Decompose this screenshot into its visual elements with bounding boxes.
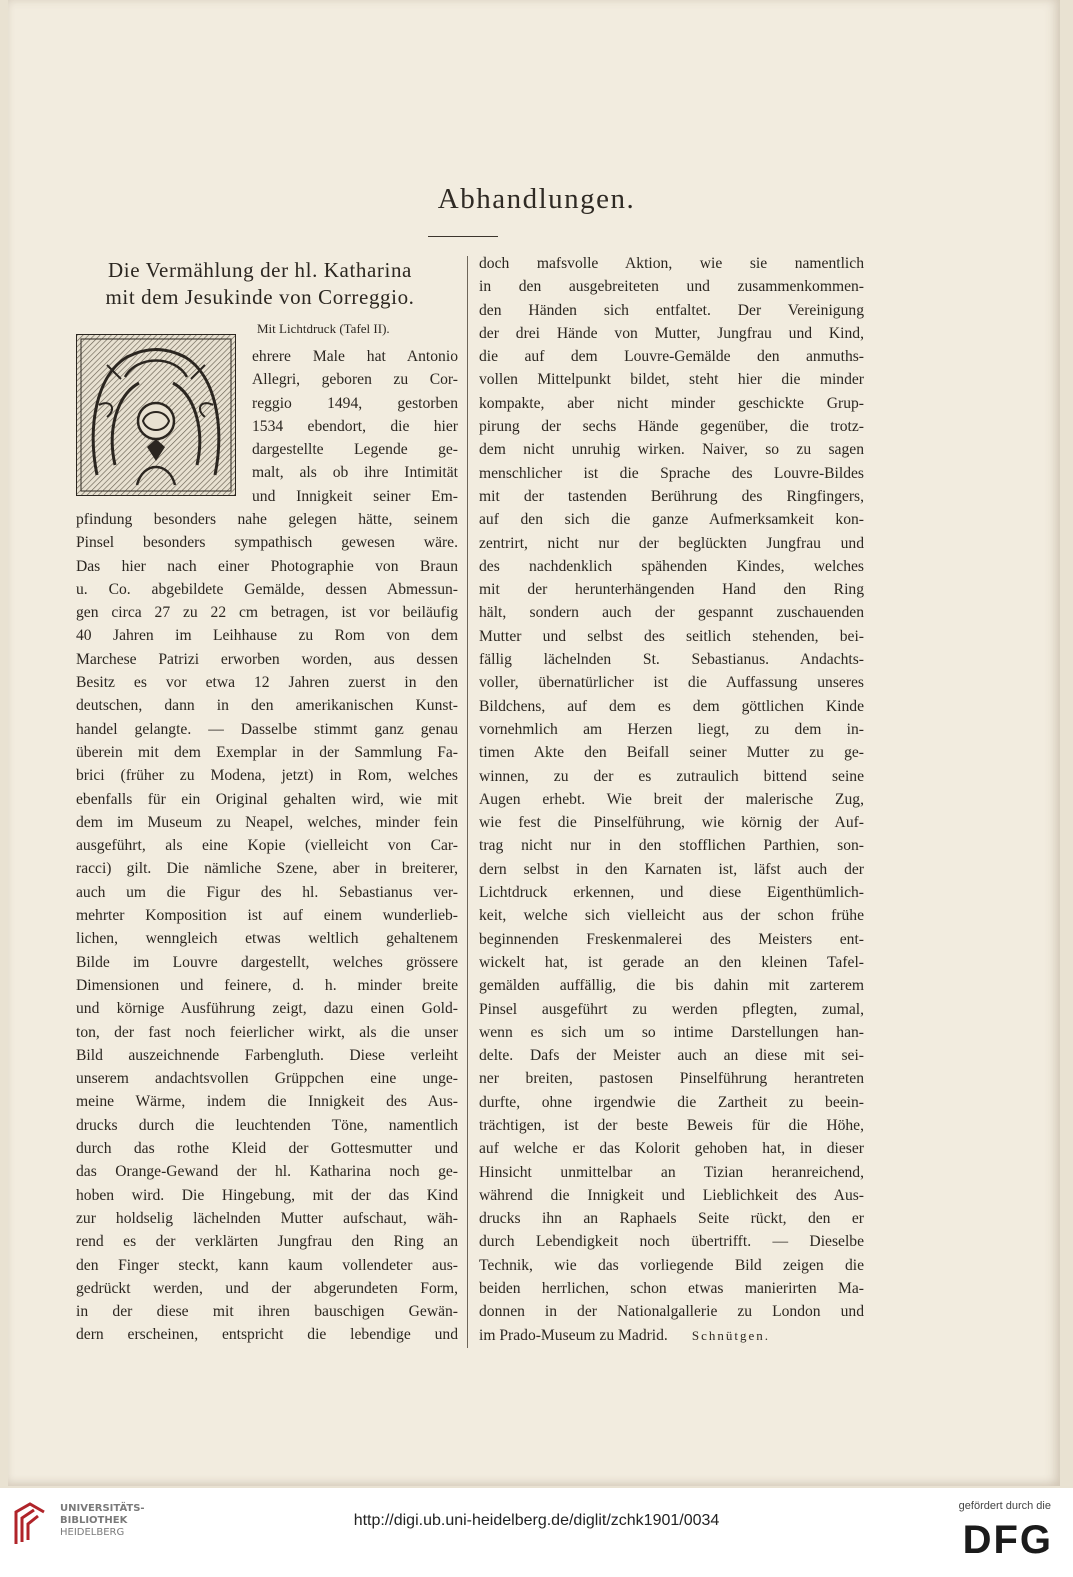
text-line: auch um die Figur des hl. Sebastianus ver-: [76, 883, 458, 901]
text-line: 1534 ebendort, die hier: [252, 417, 458, 435]
text-line: doch mafsvolle Aktion, wie sie namentlich: [479, 255, 864, 272]
text-line: Hinsicht unmittelbar an Tizian heranreichend,: [479, 1163, 864, 1181]
text-line: wenn es sich um so intime Darstellungen han-: [479, 1023, 864, 1041]
text-line: beginnenden Freskenmalerei des Meisters ent-: [479, 930, 864, 948]
left-column-body: [76, 508, 458, 1347]
text-line: malt, als ob ihre Intimität: [252, 464, 458, 482]
decorated-initial: [76, 334, 236, 496]
text-line: Besitz es vor etwa 12 Jahren zuerst in den: [76, 674, 458, 692]
article-title: [60, 257, 460, 311]
text-line: überein mit dem Exemplar in der Sammlung Fa-: [76, 743, 458, 761]
source-url-link[interactable]: http://digi.ub.uni-heidelberg.de/diglit/zchk1901/0034: [353, 1512, 720, 1529]
text-line: Lichtdruck erkennen, und diese Eigenthümlich-: [479, 884, 864, 902]
text-line: den Händen sich entfaltet. Der Vereinigung: [479, 301, 864, 319]
text-line-final: [479, 1324, 864, 1347]
text-line: ton, der fast noch feierlicher wirkt, als die unser: [76, 1023, 458, 1041]
text-line: drucks durch die leuchtenden Töne, namentlich: [76, 1116, 458, 1134]
text-line: delte. Dafs der Meister auch an diese mit sei-: [479, 1047, 864, 1065]
text-line: wie fest die Pinselführung, wie körnig der Auf-: [479, 814, 864, 832]
text-line: Bild auszeichnende Farbengluth. Diese verleiht: [76, 1046, 458, 1064]
library-name-line3: HEIDELBERG: [60, 1527, 125, 1538]
page-heading: Abhandlungen.: [437, 183, 636, 215]
text-line: und körnige Ausführung zeigt, dazu einen Gold-: [76, 1000, 458, 1018]
text-line: zur holdselig lächelnden Mutter aufschaut, wäh-: [76, 1209, 458, 1227]
plate-note: Mit Lichtdruck (Tafel II).: [257, 321, 390, 336]
heading-rule: [428, 236, 498, 237]
text-line: in der diese mit ihren bauschigen Gewän-: [76, 1303, 458, 1321]
text-line: voller, übernatürlicher ist die Auffassung unseres: [479, 674, 864, 692]
text-line: und Innigkeit seiner Em-: [252, 487, 458, 505]
text-line: hält, sondern auch der gespannt zuschauenden: [479, 604, 864, 622]
column-divider: [467, 256, 468, 1348]
text-line: Bildchens, auf dem es dem göttlichen Kinde: [479, 697, 864, 715]
text-line: dern selbst in den Karnaten ist, läfst auch der: [479, 860, 864, 878]
text-line: in den ausgebreiteten und zusammenkommen-: [479, 278, 864, 296]
article-title-line1: Die Vermählung der hl. Katharina: [108, 258, 412, 282]
text-line: gemälden auffällig, die bis dahin mit zarterem: [479, 977, 864, 995]
text-line: gen circa 27 zu 22 cm betragen, ist vor beiläufig: [76, 604, 458, 622]
text-line: pirung der sechs Hände gegenüber, die trotz-: [479, 418, 864, 436]
text-line: ausgeführt, als eine Kopie (vielleicht von Car-: [76, 837, 458, 855]
text-line: dem im Museum zu Neapel, welches, minder fein: [76, 813, 458, 831]
text-line: reggio 1494, gestorben: [252, 394, 458, 412]
text-line: dern erscheinen, entspricht die lebendige und: [76, 1326, 458, 1344]
text-line: rend es der verklärten Jungfrau den Ring an: [76, 1233, 458, 1251]
text-line: lichen, wenngleich etwas weltlich gehaltenem: [76, 930, 458, 948]
text-line: die auf dem Louvre-Gemälde den anmuths-: [479, 348, 864, 366]
text-line: racci) gilt. Die nämliche Szene, aber in breiterer,: [76, 860, 458, 878]
text-line: pfindung besonders nahe gelegen hätte, seinem: [76, 511, 458, 528]
text-line: drucks ihn an Raphaels Seite rückt, den er: [479, 1210, 864, 1228]
text-line: durch Lebendigkeit noch übertrifft. — Dieselbe: [479, 1233, 864, 1251]
text-line: der drei Hände von Mutter, Jungfrau und Kind,: [479, 324, 864, 342]
text-line: unserem andachtsvollen Grüppchen eine unge-: [76, 1070, 458, 1088]
text-line: Augen erhebt. Wie breit der malerische Zug,: [479, 790, 864, 808]
text-line: handel gelangte. — Dasselbe stimmt ganz genau: [76, 720, 458, 738]
footer-bar: [0, 1488, 1073, 1577]
text-line: vornehmlich am Herzen liegt, zu dem in-: [479, 720, 864, 738]
text-line: des nachdenklich spähenden Kindes, welches: [479, 557, 864, 575]
text-line: Bilde im Louvre dargestellt, welches grössere: [76, 953, 458, 971]
text-line: wickelt hat, ist gerade an den kleinen Tafel-: [479, 953, 864, 971]
author-signature: Schnütgen.: [691, 1327, 770, 1343]
text-line: Das hier nach einer Photographie von Braun: [76, 557, 458, 575]
text-line: fällig lächelnden St. Sebastianus. Andachts-: [479, 651, 864, 669]
library-name-line2: BIBLIOTHEK: [60, 1515, 128, 1526]
text-line: hoben wird. Die Hingebung, mit der das Kind: [76, 1186, 458, 1204]
funded-by-label: gefördert durch die: [958, 1500, 1051, 1512]
text-line: das Orange-Gewand der hl. Katharina noch ge-: [76, 1163, 458, 1181]
text-line: menschlicher ist die Sprache des Louvre-Bildes: [479, 464, 864, 482]
text-line: meine Wärme, indem die Innigkeit des Aus-: [76, 1093, 458, 1111]
text-line: auf den sich die ganze Aufmerksamkeit kon-: [479, 511, 864, 529]
text-line: gedrückt werden, und der abgerundeten Form,: [76, 1279, 458, 1297]
text-line: dargestellte Legende ge-: [252, 441, 458, 459]
text-line: durch das rothe Kleid der Gottesmutter und: [76, 1140, 458, 1158]
text-line: auf welche er das Kolorit gehoben hat, in dieser: [479, 1140, 864, 1158]
text-line: vollen Mittelpunkt bildet, steht hier die minder: [479, 371, 864, 389]
text-line: donnen in der Nationalgallerie zu London und: [479, 1303, 864, 1321]
text-line: mit der herunterhängenden Hand den Ring: [479, 581, 864, 599]
text-line: Mutter und selbst des seitlich stehenden, bei-: [479, 627, 864, 645]
text-line: brici (früher zu Modena, jetzt) in Rom, welches: [76, 767, 458, 785]
text-line: während die Innigkeit und Lieblichkeit des Aus-: [479, 1186, 864, 1204]
text-line: Pinsel ausgeführt zu werden pflegten, zumal,: [479, 1000, 864, 1018]
text-line: mit der tastenden Berührung des Ringfingers,: [479, 487, 864, 505]
text-line: ebenfalls für ein Original gehalten wird, wie mit: [76, 790, 458, 808]
text-line: mehrter Komposition ist auf einem wunderlieb-: [76, 907, 458, 925]
text-line: trächtigen, ist der beste Beweis für die Höhe,: [479, 1116, 864, 1134]
article-title-line2: mit dem Jesukinde von Correggio.: [105, 285, 415, 309]
text-line: beiden herrlichen, schon etwas manierirten Ma-: [479, 1280, 864, 1298]
text-line: ner breiten, pastosen Pinselführung herantreten: [479, 1070, 864, 1088]
text-line: dem nicht unruhig wirken. Naiver, so zu sagen: [479, 441, 864, 459]
text-line: durfte, ohne irgendwie die Zartheit zu beein-: [479, 1093, 864, 1111]
text-line: deutschen, dann in den amerikanischen Kunst-: [76, 697, 458, 715]
text-line: u. Co. abgebildete Gemälde, dessen Abmessun-: [76, 580, 458, 598]
text-line: Allegri, geboren zu Cor-: [252, 371, 458, 389]
text-line: keit, welche sich vielleicht aus der schon frühe: [479, 907, 864, 925]
text-line: Dimensionen und feinere, d. h. minder breite: [76, 976, 458, 994]
text-line: zentrirt, nicht nur der beglückten Jungfrau und: [479, 534, 864, 552]
text-line: Technik, wie das vorliegende Bild zeigen die: [479, 1256, 864, 1274]
text-line: ehrere Male hat Antonio: [252, 348, 458, 365]
ornament-initial-icon: [77, 335, 235, 495]
final-line-text: im Prado-Museum zu Madrid.: [479, 1326, 668, 1344]
text-line: winnen, zu der es zutraulich bittend seine: [479, 767, 864, 785]
left-column-indent: [252, 345, 458, 508]
text-line: Pinsel besonders sympathisch gewesen wäre.: [76, 534, 458, 552]
dfg-logo: DFG: [962, 1518, 1053, 1562]
text-line: kompakte, aber nicht minder geschickte Grup-: [479, 394, 864, 412]
text-line: den Finger steckt, kann kaum vollendeter aus-: [76, 1256, 458, 1274]
library-name-line1: UNIVERSITÄTS-: [60, 1503, 145, 1514]
right-column-body: [479, 252, 864, 1347]
text-line: Marchese Patrizi erworben worden, aus dessen: [76, 650, 458, 668]
text-line: 40 Jahren im Leihhause zu Rom von dem: [76, 627, 458, 645]
text-line: timen Akte den Beifall seiner Mutter zu ge-: [479, 744, 864, 762]
text-line: trag nicht nur in den stofflichen Parthien, son-: [479, 837, 864, 855]
